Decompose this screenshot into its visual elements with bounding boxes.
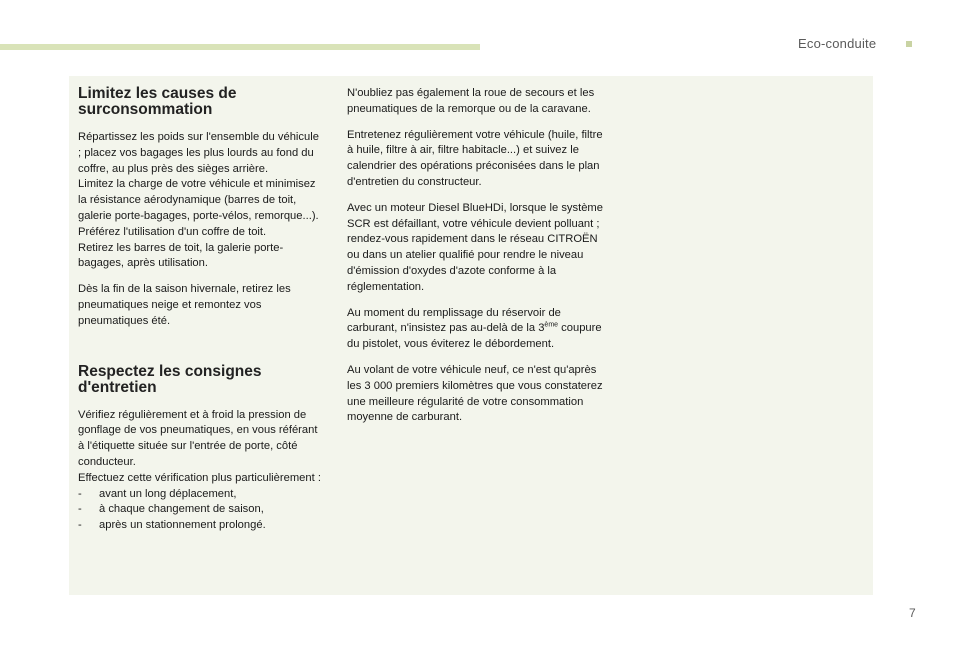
list-item: - après un stationnement prolongé. (78, 519, 266, 532)
page-number: 7 (909, 606, 916, 620)
paragraph: Au moment du remplissage du réservoir de carburant, n'insistez pas au-delà de la 3ème coupure du pistolet, vous éviterez le débordement. (347, 306, 602, 351)
paragraph: Répartissez les poids sur l'ensemble du véhicule ; placez vos bagages les plus lourds au fond du coffre, au plus près des sièges arrière. (78, 131, 319, 175)
header-accent-bar (0, 44, 480, 50)
list-item: - à chaque changement de saison, (78, 503, 264, 516)
check-list (78, 487, 324, 534)
paragraph: Vérifiez régulièrement et à froid la pression de gonflage de vos pneumatiques, en vous référant à l'étiquette située sur l'entrée de porte, côté conducteur. (78, 408, 318, 468)
right-column (347, 86, 603, 426)
paragraph: Dès la fin de la saison hivernale, retirez les pneumatiques neige et remontez vos pneumatiques été. (78, 283, 291, 327)
paragraph: Effectuez cette vérification plus particulièrement : (78, 471, 321, 484)
paragraph: Retirez les barres de toit, la galerie porte-bagages, après utilisation. (78, 241, 284, 270)
list-item: - avant un long déplacement, (78, 487, 237, 500)
paragraph: Limitez la charge de votre véhicule et minimisez la résistance aérodynamique (barres de toit, galerie porte-bagages, porte-vélos, remorque...). Préférez l'utilisation d'un coffre de toit. (78, 178, 319, 238)
heading-surconsommation: Limitez les causes de surconsommation (78, 85, 237, 118)
left-column (78, 86, 324, 534)
paragraph: Au volant de votre véhicule neuf, ce n'est qu'après les 3 000 premiers kilomètres que vous constaterez une meilleure régularité de votre consommation moyenne de carburant. (347, 363, 603, 424)
heading-entretien: Respectez les consignes d'entretien (78, 362, 262, 396)
paragraph: Entretenez régulièrement votre véhicule (huile, filtre à huile, filtre à air, filtre habitacle...) et suivez le calendrier des opérations préconisées dans le plan d'entretien du constructeur. (347, 128, 603, 188)
section-marker (906, 41, 912, 47)
paragraph: Avec un moteur Diesel BlueHDi, lorsque le système SCR est défaillant, votre véhicule devient polluant ; rendez-vous rapidement dans le réseau CITROËN ou dans un atelier qualifié pour rendre le niveau d'émission d'oxydes d'azote conforme à la réglementation. (347, 201, 603, 293)
section-title: Eco-conduite (798, 36, 877, 51)
paragraph: N'oubliez pas également la roue de secours et les pneumatiques de la remorque ou de la caravane. (347, 87, 595, 115)
